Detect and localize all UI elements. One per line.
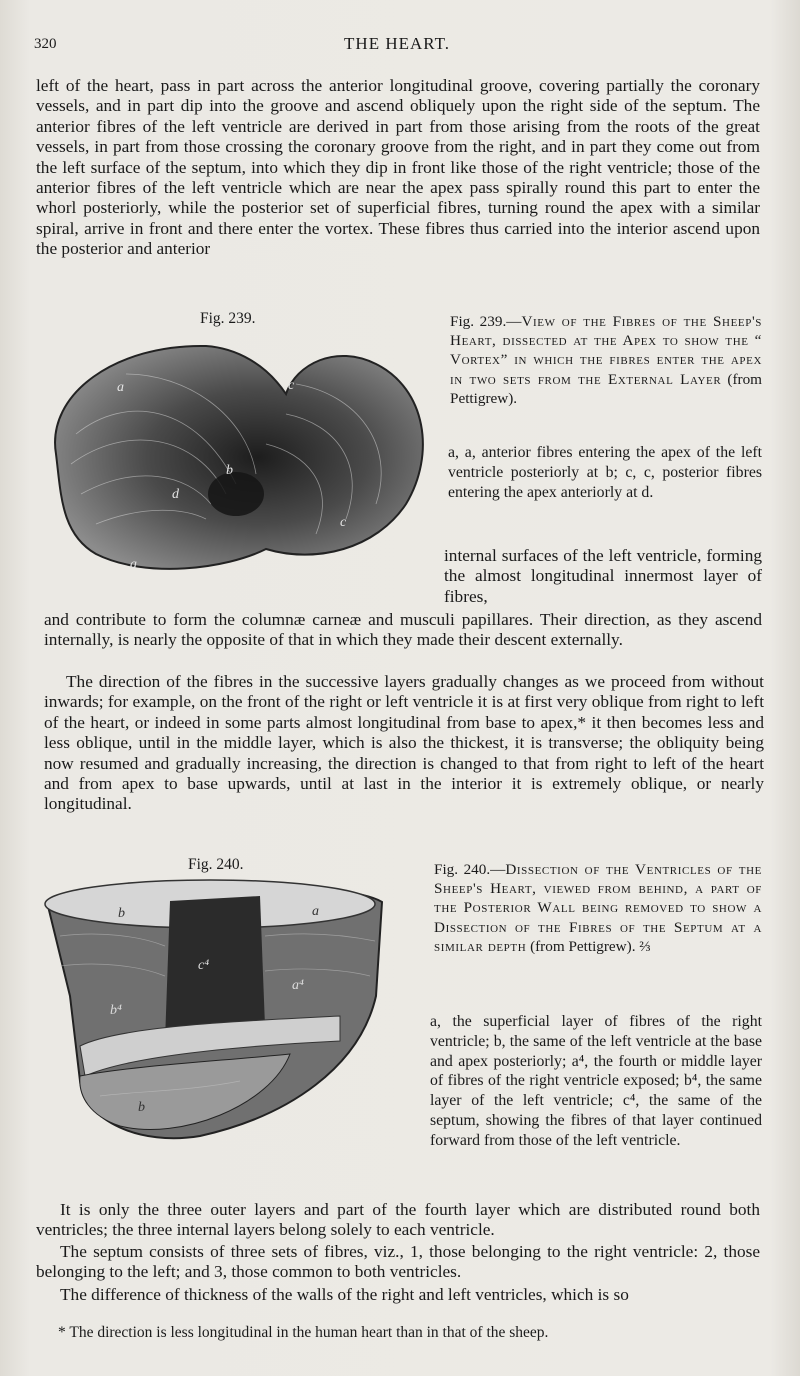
fig239-letter-a1: a	[117, 380, 124, 395]
fig240-letter-b-bottom: b	[138, 1100, 145, 1115]
fig240-letter-b4: b⁴	[110, 1003, 122, 1018]
fig-239-label: Fig. 239.	[200, 310, 256, 327]
fig-240-legend: a, the superficial layer of fibres of the right ventricle; b, the same of the left ventricle at the base and apex posteriorly; a⁴, the fourth or middle layer of fibres of the right ventricle exposed; b⁴, the same layer of the left ventricle; c⁴, the same of the septum, showing the fibres of that layer continued forward from those of the left ventricle.	[430, 1013, 762, 1149]
footnote: * The direction is less longitudinal in the human heart than in that of the sheep.	[58, 1324, 549, 1341]
fig240-letter-a: a	[312, 904, 319, 919]
paragraph-2-side: internal surfaces of the left ventricle, forming the almost longitudinal innermost layer of fibres,	[444, 546, 762, 606]
fig239-letter-b: b	[226, 463, 233, 478]
fig-239-illustration	[36, 334, 436, 584]
fig239-letter-d: d	[172, 487, 179, 502]
paragraph-5: The septum consists of three sets of fibres, viz., 1, those belonging to the right ventricle: 2, those belonging to the left; and 3, those common to both ventricles.	[36, 1242, 760, 1282]
fig239-letter-a2: a	[130, 557, 137, 572]
fig-239-caption: Fig. 239.—View of the Fibres of the Sheep's Heart, dissected at the Apex to show the “ Vortex” in which the fibres enter the apex in two sets from the External Layer (from Pettigrew).	[450, 313, 763, 407]
paragraph-2: and contribute to form the columnæ carneæ and musculi papillares. Their direction, as they ascend internally, is nearly the opposite of that in which they made their descent externally.	[44, 610, 762, 650]
page-header	[34, 34, 760, 60]
paragraph-1: left of the heart, pass in part across the anterior longitudinal groove, covering partially the coronary vessels, and in part dip into the groove and ascend obliquely upon the right side of the septum. The anterior fibres of the left ventricle are derived in part from those arising from the roots of the great vessels, in part from those crossing the coronary groove from the right, and in part they come out from the left surface of the septum, into which they dip in front like those of the right ventricle; those of the anterior fibres of the left ventricle which are near the apex pass spirally round this part to enter the whorl posteriorly, while the posterior set of superficial fibres, turning round the apex with a similar spiral, arrive in front and there enter the vortex. These fibres thus carried into the interior ascend upon the posterior and anterior	[36, 76, 760, 259]
paragraph-4: It is only the three outer layers and part of the fourth layer which are distributed round both ventricles; the three internal layers belong solely to each ventricle.	[36, 1200, 760, 1240]
page-number: 320	[34, 36, 57, 52]
fig239-letter-c2: c	[340, 515, 347, 530]
paragraph-3: The direction of the fibres in the successive layers gradually changes as we proceed from without inwards; for example, on the front of the right or left ventricle it is at first very oblique from right to left of the heart, or indeed in some parts almost longitudinal from base to apex,* it then becomes less and less oblique, until in the middle layer, which is also the thickest, it is transverse; the obliquity being now resumed and gradually increasing, the direction is changed to that from right to left of the heart and from apex to base upwards, until at last in the interior it is extremely oblique, or nearly longitudinal.	[44, 672, 764, 814]
fig-239-legend: a, a, anterior fibres entering the apex of the left ventricle posteriorly at b; c, c, posterior fibres entering the apex anteriorly at d.	[448, 444, 762, 501]
fig240-letter-c4: c⁴	[198, 958, 210, 973]
fig240-letter-a4: a⁴	[292, 978, 304, 993]
fig239-letter-c1: c	[288, 378, 295, 393]
running-title: THE HEART.	[344, 34, 450, 53]
fig240-letter-b-top: b	[118, 906, 125, 921]
fig-240-label: Fig. 240.	[188, 856, 244, 873]
paragraph-6: The difference of thickness of the walls of the right and left ventricles, which is so	[60, 1285, 629, 1304]
fig-240-caption: Fig. 240.—Dissection of the Ventricles of the Sheep's Heart, viewed from behind, a part of the Posterior Wall being removed to show a Dissection of the Fibres of the Septum at a similar depth (from Pettigrew). ⅔	[434, 861, 762, 955]
fig-240-illustration	[40, 876, 390, 1146]
